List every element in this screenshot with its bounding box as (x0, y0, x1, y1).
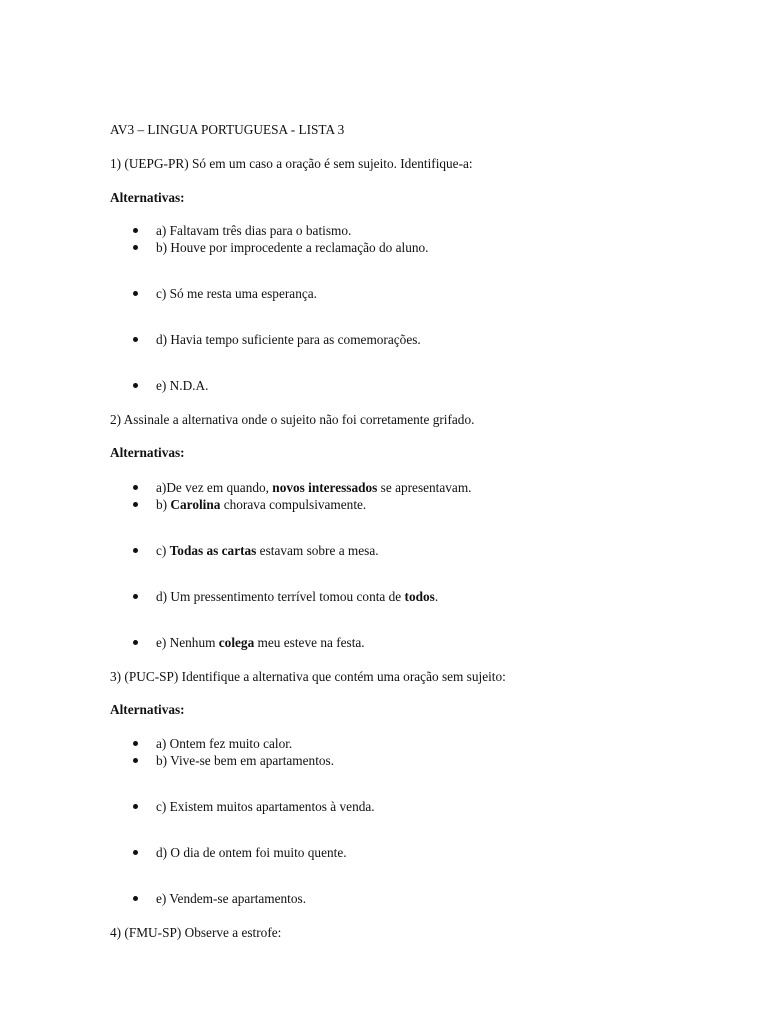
q3-option-e: e) Vendem-se apartamentos. (156, 891, 307, 906)
bullet-icon (133, 640, 138, 645)
q3-option-b: b) Vive-se bem em apartamentos. (156, 753, 335, 768)
bullet-icon (133, 383, 138, 388)
question-1-text: 1) (UEPG-PR) Só em um caso a oração é sem sujeito. Identifique-a: (110, 156, 473, 171)
bullet-icon (133, 850, 138, 855)
bullet-icon (133, 228, 138, 233)
bullet-icon (133, 741, 138, 746)
q2-option-c-subject: Todas as cartas (169, 543, 257, 558)
q2-option-e (156, 634, 365, 651)
bullet-icon (133, 804, 138, 809)
bullet-icon (133, 502, 138, 507)
q2-option-e-subject: colega (218, 635, 255, 650)
q2-option-d-text: d) Um pressentimento terrível tomou conta de (156, 589, 405, 604)
q2-option-c (156, 542, 379, 559)
q2-option-b-rest: chorava compulsivamente. (220, 497, 367, 512)
q3-option-c: c) Existem muitos apartamentos à venda. (156, 799, 375, 814)
bullet-icon (133, 896, 138, 901)
q3-option-a: a) Ontem fez muito calor. (156, 736, 293, 751)
q2-option-a (156, 479, 472, 496)
q2-option-c-rest: estavam sobre a mesa. (256, 543, 379, 558)
q1-option-c: c) Só me resta uma esperança. (156, 286, 317, 301)
q2-option-e-text: e) Nenhum (156, 635, 219, 650)
q2-option-b-subject: Carolina (170, 497, 221, 512)
q2-option-e-rest: meu esteve na festa. (254, 635, 365, 650)
q1-option-b: b) Houve por improcedente a reclamação do aluno. (156, 240, 429, 255)
bullet-icon (133, 337, 138, 342)
bullet-icon (133, 758, 138, 763)
q1-option-d: d) Havia tempo suficiente para as comemorações. (156, 332, 421, 347)
q2-option-c-text: c) (156, 543, 170, 558)
q2-option-b-text: b) (156, 497, 171, 512)
bullet-icon (133, 245, 138, 250)
question-2-alternatives-label: Alternativas: (110, 445, 185, 460)
q2-option-d-rest: . (434, 589, 439, 604)
q2-option-a-text: a)De vez em quando, (156, 480, 273, 495)
bullet-icon (133, 291, 138, 296)
question-3-text: 3) (PUC-SP) Identifique a alternativa que contém uma oração sem sujeito: (110, 669, 506, 684)
question-3-alternatives-label: Alternativas: (110, 702, 185, 717)
q3-option-d: d) O dia de ontem foi muito quente. (156, 845, 347, 860)
q2-option-d (156, 588, 438, 605)
bullet-icon (133, 548, 138, 553)
question-2-text: 2) Assinale a alternativa onde o sujeito não foi corretamente grifado. (110, 412, 475, 427)
q2-option-d-subject: todos (404, 589, 435, 604)
question-4-text: 4) (FMU-SP) Observe a estrofe: (110, 925, 282, 940)
question-1-alternatives-label: Alternativas: (110, 190, 185, 205)
q1-option-e: e) N.D.A. (156, 378, 209, 393)
q2-option-a-subject: novos interessados (272, 480, 378, 495)
bullet-icon (133, 594, 138, 599)
q2-option-b (156, 496, 366, 513)
q2-option-a-rest: se apresentavam. (377, 480, 472, 495)
q1-option-a: a) Faltavam três dias para o batismo. (156, 223, 352, 238)
bullet-icon (133, 485, 138, 490)
document-title: AV3 – LINGUA PORTUGUESA - LISTA 3 (110, 122, 345, 137)
